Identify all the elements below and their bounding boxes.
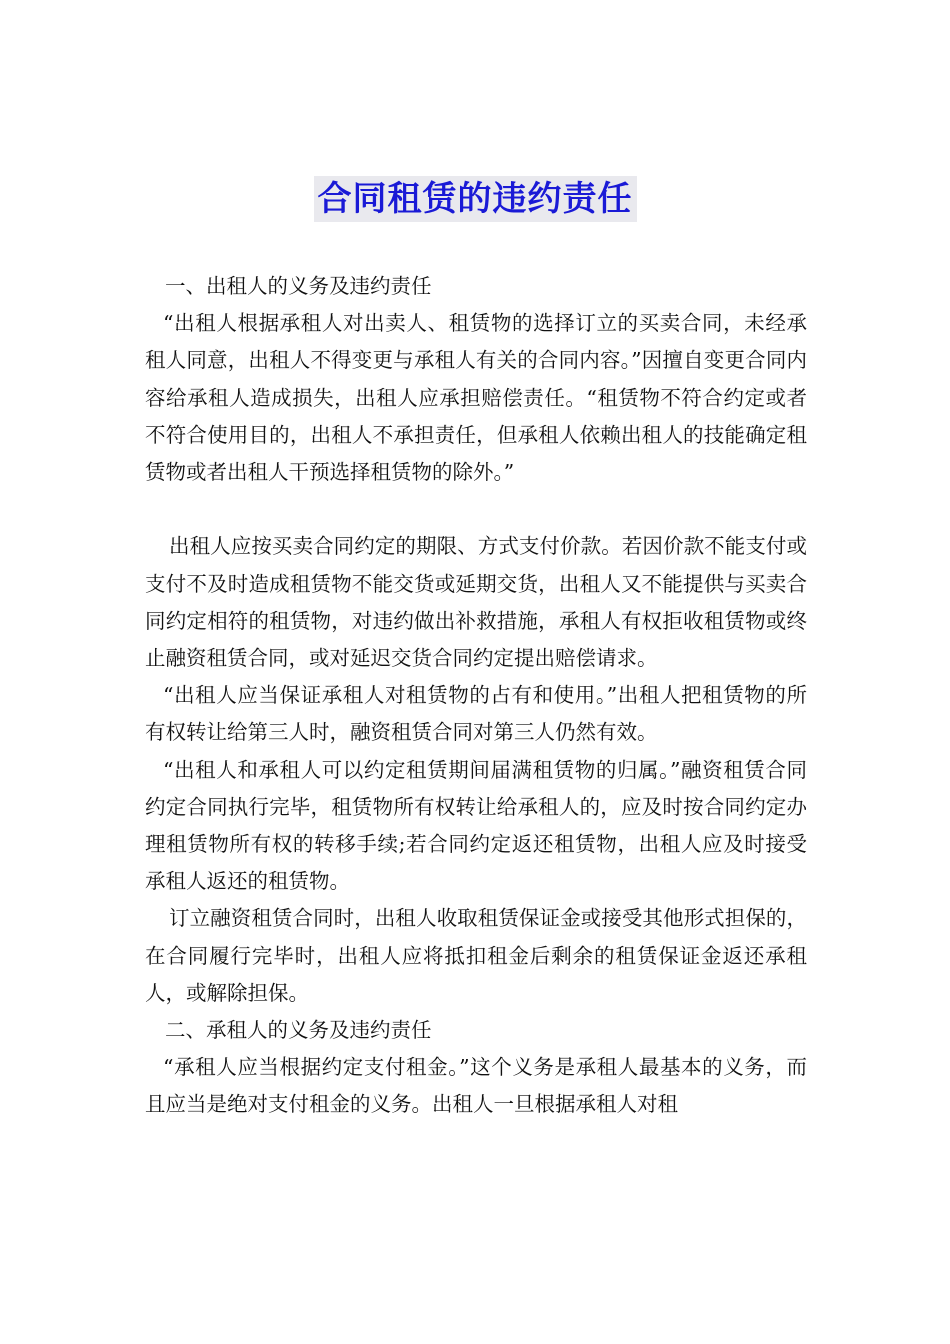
paragraph-ownership: “出租人和承租人可以约定租赁期间届满租赁物的归属。”融资租赁合同约定合同执行完毕，租赁物所有权转让给承租人的，应及时按合同约定办理租赁物所有权的转移手续;若合同约定返还租赁物，出租人应及时接受承租人返还的租赁物。 [145, 757, 807, 894]
paragraph-payment: 出租人应按买卖合同约定的期限、方式支付价款。若因价款不能支付或支付不及时造成租赁物不能交货或延期交货，出租人又不能提供与买卖合同约定相符的租赁物，对违约做出补救措施，承租人有权拒收租赁物或终止融资租赁合同，或对延迟交货合同约定提出赔偿请求。 [145, 534, 807, 671]
document-title: 合同租赁的违约责任 [314, 176, 637, 222]
title-container [0, 176, 950, 222]
paragraph-spacer [145, 491, 807, 528]
section-heading-lessee: 二、承租人的义务及违约责任 [165, 1018, 432, 1043]
paragraph-possession: “出租人应当保证承租人对租赁物的占有和使用。”出租人把租赁物的所有权转让给第三人时，融资租赁合同对第三人仍然有效。 [145, 683, 807, 745]
document-body [145, 268, 807, 1124]
section-heading-lessor: 一、出租人的义务及违约责任 [165, 274, 432, 298]
paragraph-rent: “承租人应当根据约定支付租金。”这个义务是承租人最基本的义务，而且应当是绝对支付租金的义务。出租人一旦根据承租人对租 [145, 1055, 807, 1117]
paragraph-contract-change: “出租人根据承租人对出卖人、租赁物的选择订立的买卖合同，未经承租人同意，出租人不得变更与承租人有关的合同内容。”因擅自变更合同内容给承租人造成损失，出租人应承担赔偿责任。“租赁物不符合约定或者不符合使用目的，出租人不承担责任，但承租人依赖出租人的技能确定租赁物或者出租人干预选择租赁物的除外。” [145, 311, 807, 485]
paragraph-deposit: 订立融资租赁合同时，出租人收取租赁保证金或接受其他形式担保的，在合同履行完毕时，出租人应将抵扣租金后剩余的租赁保证金返还承租人，或解除担保。 [145, 906, 807, 1005]
